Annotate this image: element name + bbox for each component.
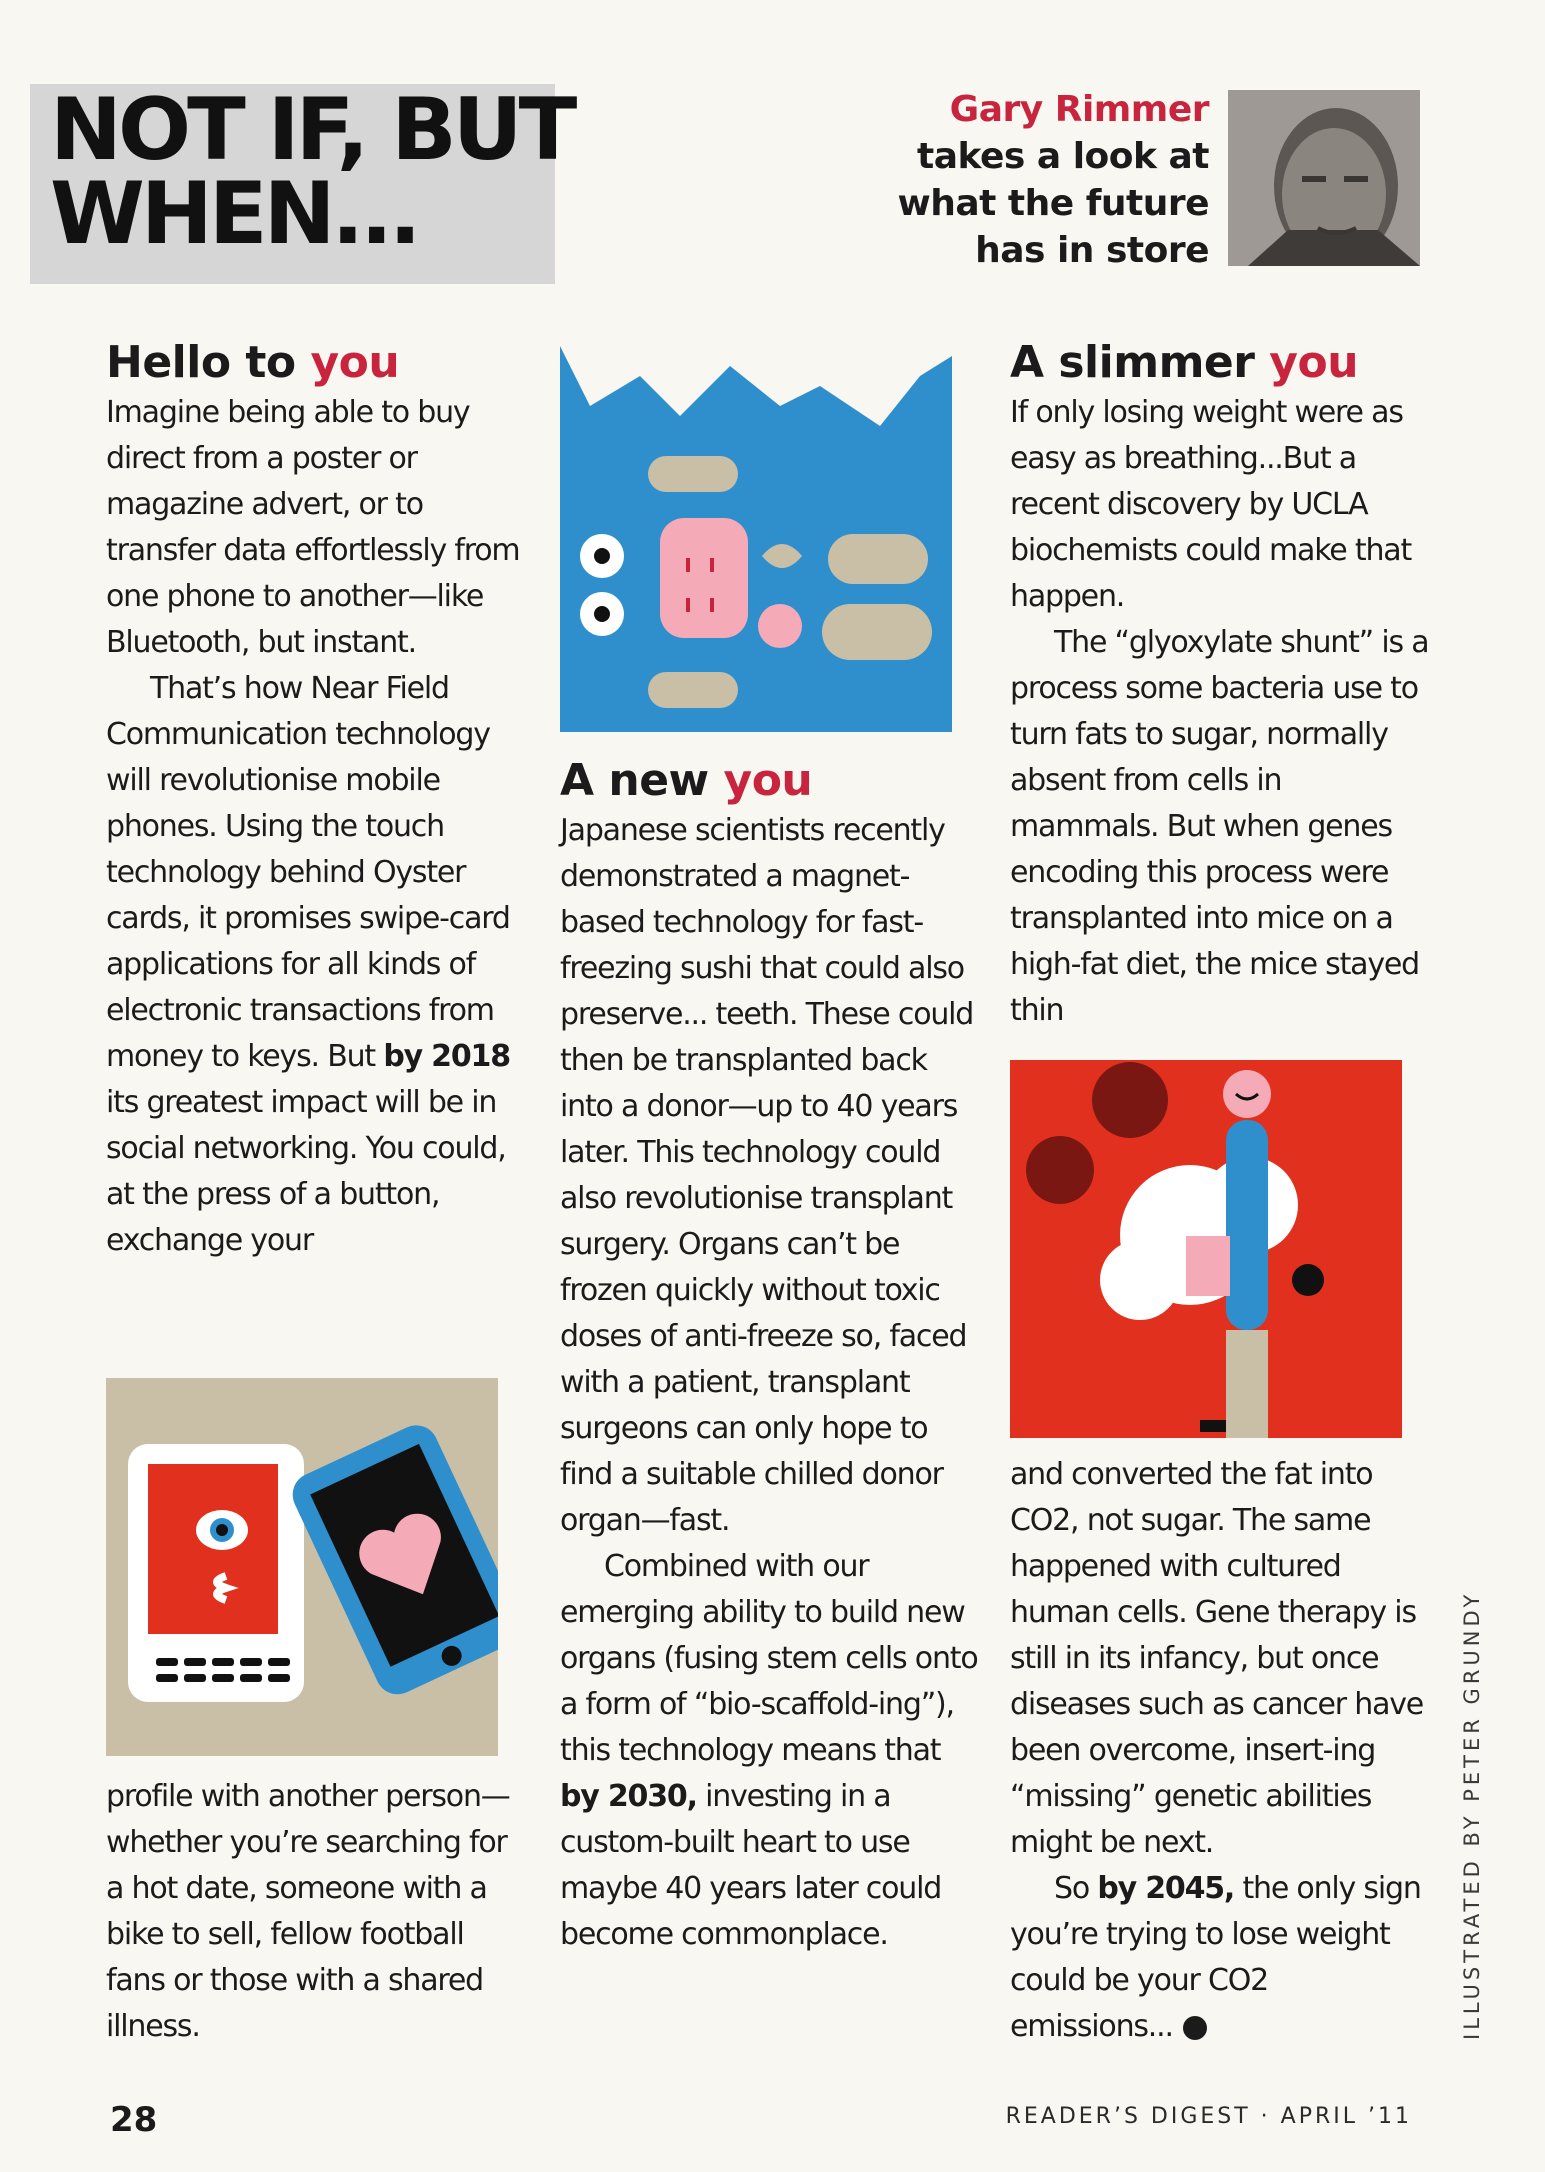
text-run: That’s how Near Field Communication technology will revolutionise mobile phones. Using the touch technology behind Oyster cards, it promises swipe-card applications for all kinds of electronic transactions from money to keys. But — [106, 671, 510, 1074]
robot-illustration — [560, 346, 952, 732]
heading-accent: you — [723, 755, 813, 806]
heading-text: A new — [560, 755, 724, 806]
paragraph: Imagine being able to buy direct from a poster or magazine advert, or to transfer data effortlessly from one phone to another—like Bluetooth, but instant. — [106, 395, 520, 660]
phones-illustration — [106, 1378, 498, 1756]
column-hello — [106, 336, 526, 1264]
end-mark-icon — [1183, 2016, 1207, 2040]
text-run: the only sign you’re trying to lose weight could be your CO2 emissions... — [1010, 1871, 1421, 2044]
headline-line-2: WHEN... — [50, 164, 418, 264]
paragraph: The “glyoxylate shunt” is a process some bacteria use to turn fats to sugar, normally absent from cells in mammals. But when genes encoding this process were transplanted into mice on a high-fat diet, the mice stayed thin — [1010, 625, 1429, 1028]
section-heading-slimmer — [1010, 336, 1430, 390]
section-heading-new — [560, 754, 980, 808]
byline-line-2: what the future — [897, 183, 1209, 224]
heading-text: A slimmer — [1010, 337, 1270, 388]
text-run: investing in a custom-built heart to use maybe 40 years later could become commonplace. — [560, 1779, 942, 1952]
paragraph: Japanese scientists recently demonstrated a magnet-based technology for fast-freezing sushi that could also preserve... teeth. These could then be transplanted back into a donor—up to 40 years later. This technology could also revolutionise transplant surgery. Organs can’t be frozen quickly without toxic doses of anti-freeze so, faced with a patient, transplant surgeons can only hope to find a suitable chilled donor organ—fast. — [560, 813, 974, 1538]
text-run: Combined with our emerging ability to build new organs (fusing stem cells onto a form of “bio-scaffold-ing”), this technology means that — [560, 1549, 978, 1768]
author-name: Gary Rimmer — [949, 89, 1209, 130]
byline — [879, 86, 1209, 274]
year-emphasis: by 2018 — [383, 1039, 510, 1074]
text-run: So — [1054, 1871, 1098, 1906]
byline-line-1: takes a look at — [917, 136, 1209, 177]
heading-accent: you — [310, 337, 400, 388]
page-number: 28 — [110, 2100, 158, 2140]
column-slimmer — [1010, 336, 1430, 1034]
illustration-credit: ILLUSTRATED BY PETER GRUNDY — [1460, 1590, 1484, 2040]
headline-line-1: NOT IF, BUT — [50, 80, 574, 180]
paragraph — [560, 1544, 980, 1958]
paragraph: If only losing weight were as easy as breathing...But a recent discovery by UCLA biochemists could make that happen. — [1010, 395, 1412, 614]
paragraph: and converted the fat into CO2, not sugar. The same happened with cultured human cells. Gene therapy is still in its infancy, but once diseases such as cancer have been overcome, insert-ing “missing” genetic abilities might be next. — [1010, 1457, 1424, 1860]
headline — [50, 80, 574, 264]
paragraph — [106, 666, 526, 1264]
figure-illustration — [1010, 1060, 1402, 1438]
byline-line-3: has in store — [975, 230, 1209, 271]
column-hello-continued — [106, 1774, 526, 2050]
section-heading-hello — [106, 336, 526, 390]
text-run: its greatest impact will be in social networking. You could, at the press of a button, exchange your — [106, 1085, 506, 1258]
heading-text: Hello to — [106, 337, 311, 388]
author-photo — [1228, 90, 1420, 266]
column-slimmer-continued — [1010, 1452, 1430, 2050]
heading-accent: you — [1269, 337, 1359, 388]
column-new — [560, 754, 980, 1958]
paragraph: profile with another person—whether you’re searching for a hot date, someone with a bike to sell, fellow football fans or those with a shared illness. — [106, 1779, 510, 2044]
year-emphasis: by 2045, — [1097, 1871, 1235, 1906]
publication-footer: READER’S DIGEST · APRIL ’11 — [1005, 2104, 1412, 2129]
year-emphasis: by 2030, — [560, 1779, 697, 1814]
paragraph — [1010, 1866, 1430, 2050]
